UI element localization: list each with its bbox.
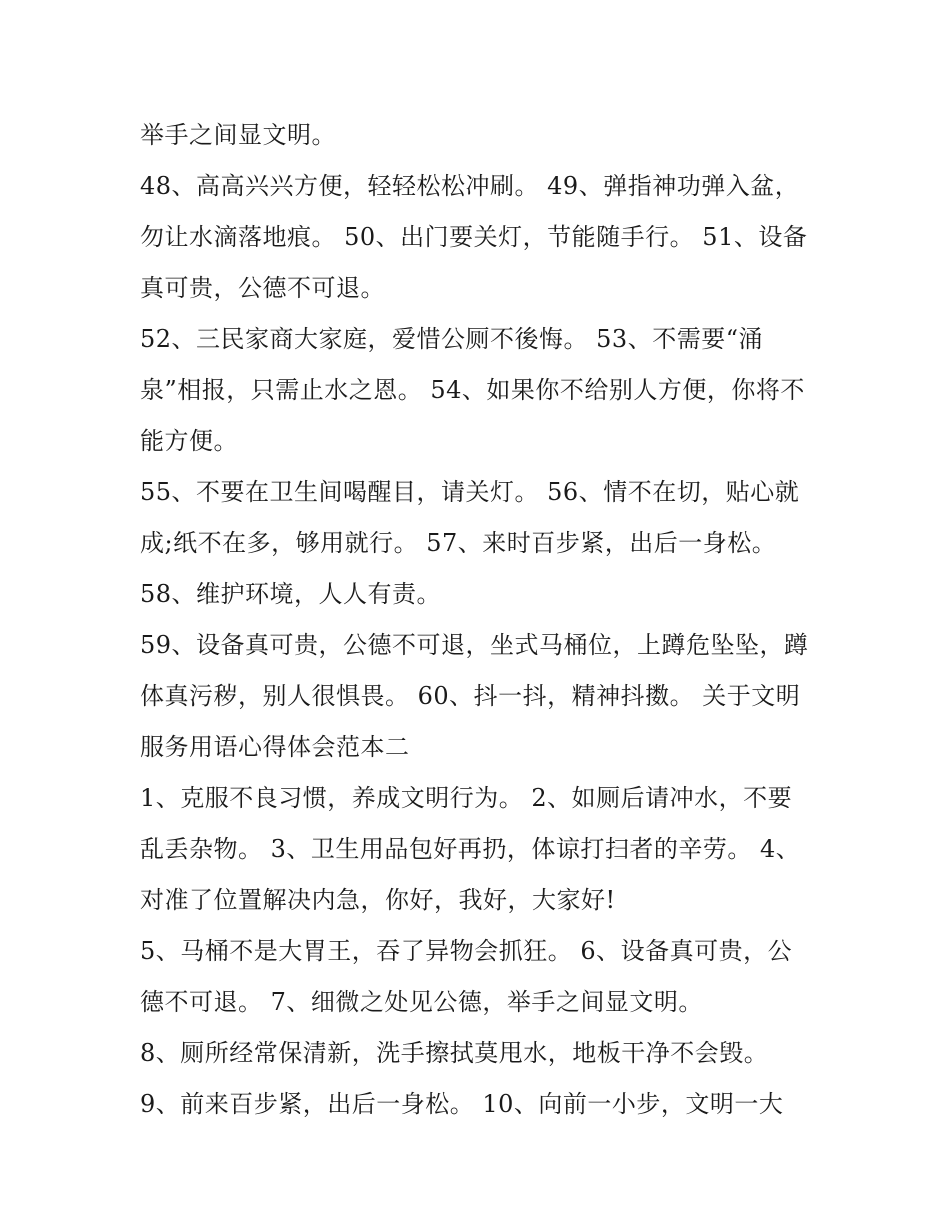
- text-line: 勿让水滴落地痕。 50、出门要关灯，节能随手行。 51、设备: [140, 223, 808, 251]
- text-line: 能方便。: [140, 427, 238, 455]
- text-line: 52、三民家商大家庭，爱惜公厕不後悔。 53、不需要“涌: [140, 325, 763, 353]
- text-line: 体真污秽，别人很惧畏。 60、抖一抖，精神抖擞。 关于文明: [140, 682, 801, 710]
- text-line: 泉”相报，只需止水之恩。 54、如果你不给别人方便，你将不: [140, 376, 805, 404]
- text-line: 乱丢杂物。 3、卫生用品包好再扔，体谅打扫者的辛劳。 4、: [140, 835, 801, 863]
- text-line: 9、前来百步紧，出后一身松。 10、向前一小步，文明一大: [140, 1090, 784, 1118]
- text-line: 1、克服不良习惯，养成文明行为。 2、如厕后请冲水，不要: [140, 784, 793, 812]
- text-line: 真可贵，公德不可退。: [140, 274, 385, 302]
- text-line: 55、不要在卫生间喝醒目，请关灯。 56、情不在切，贴心就: [140, 478, 800, 506]
- text-line: 服务用语心得体会范本二: [140, 733, 410, 761]
- text-line: 58、维护环境，人人有责。: [140, 580, 442, 608]
- text-line: 举手之间显文明。: [140, 121, 336, 149]
- text-line: 对准了位置解决内急，你好，我好，大家好!: [140, 886, 616, 914]
- text-line: 59、设备真可贵，公德不可退，坐式马桶位，上蹲危坠坠，蹲: [140, 631, 809, 659]
- body-text: [140, 110, 820, 1130]
- text-line: 8、厕所经常保清新，洗手擦拭莫甩水，地板干净不会毁。: [140, 1039, 769, 1067]
- text-line: 5、马桶不是大胃王，吞了异物会抓狂。 6、设备真可贵，公: [140, 937, 793, 965]
- text-line: 德不可退。 7、细微之处见公德，举手之间显文明。: [140, 988, 703, 1016]
- text-line: 成;纸不在多，够用就行。 57、来时百步紧，出后一身松。: [140, 529, 777, 557]
- text-line: 48、高高兴兴方便，轻轻松松冲刷。 49、弹指神功弹入盆，: [140, 172, 800, 200]
